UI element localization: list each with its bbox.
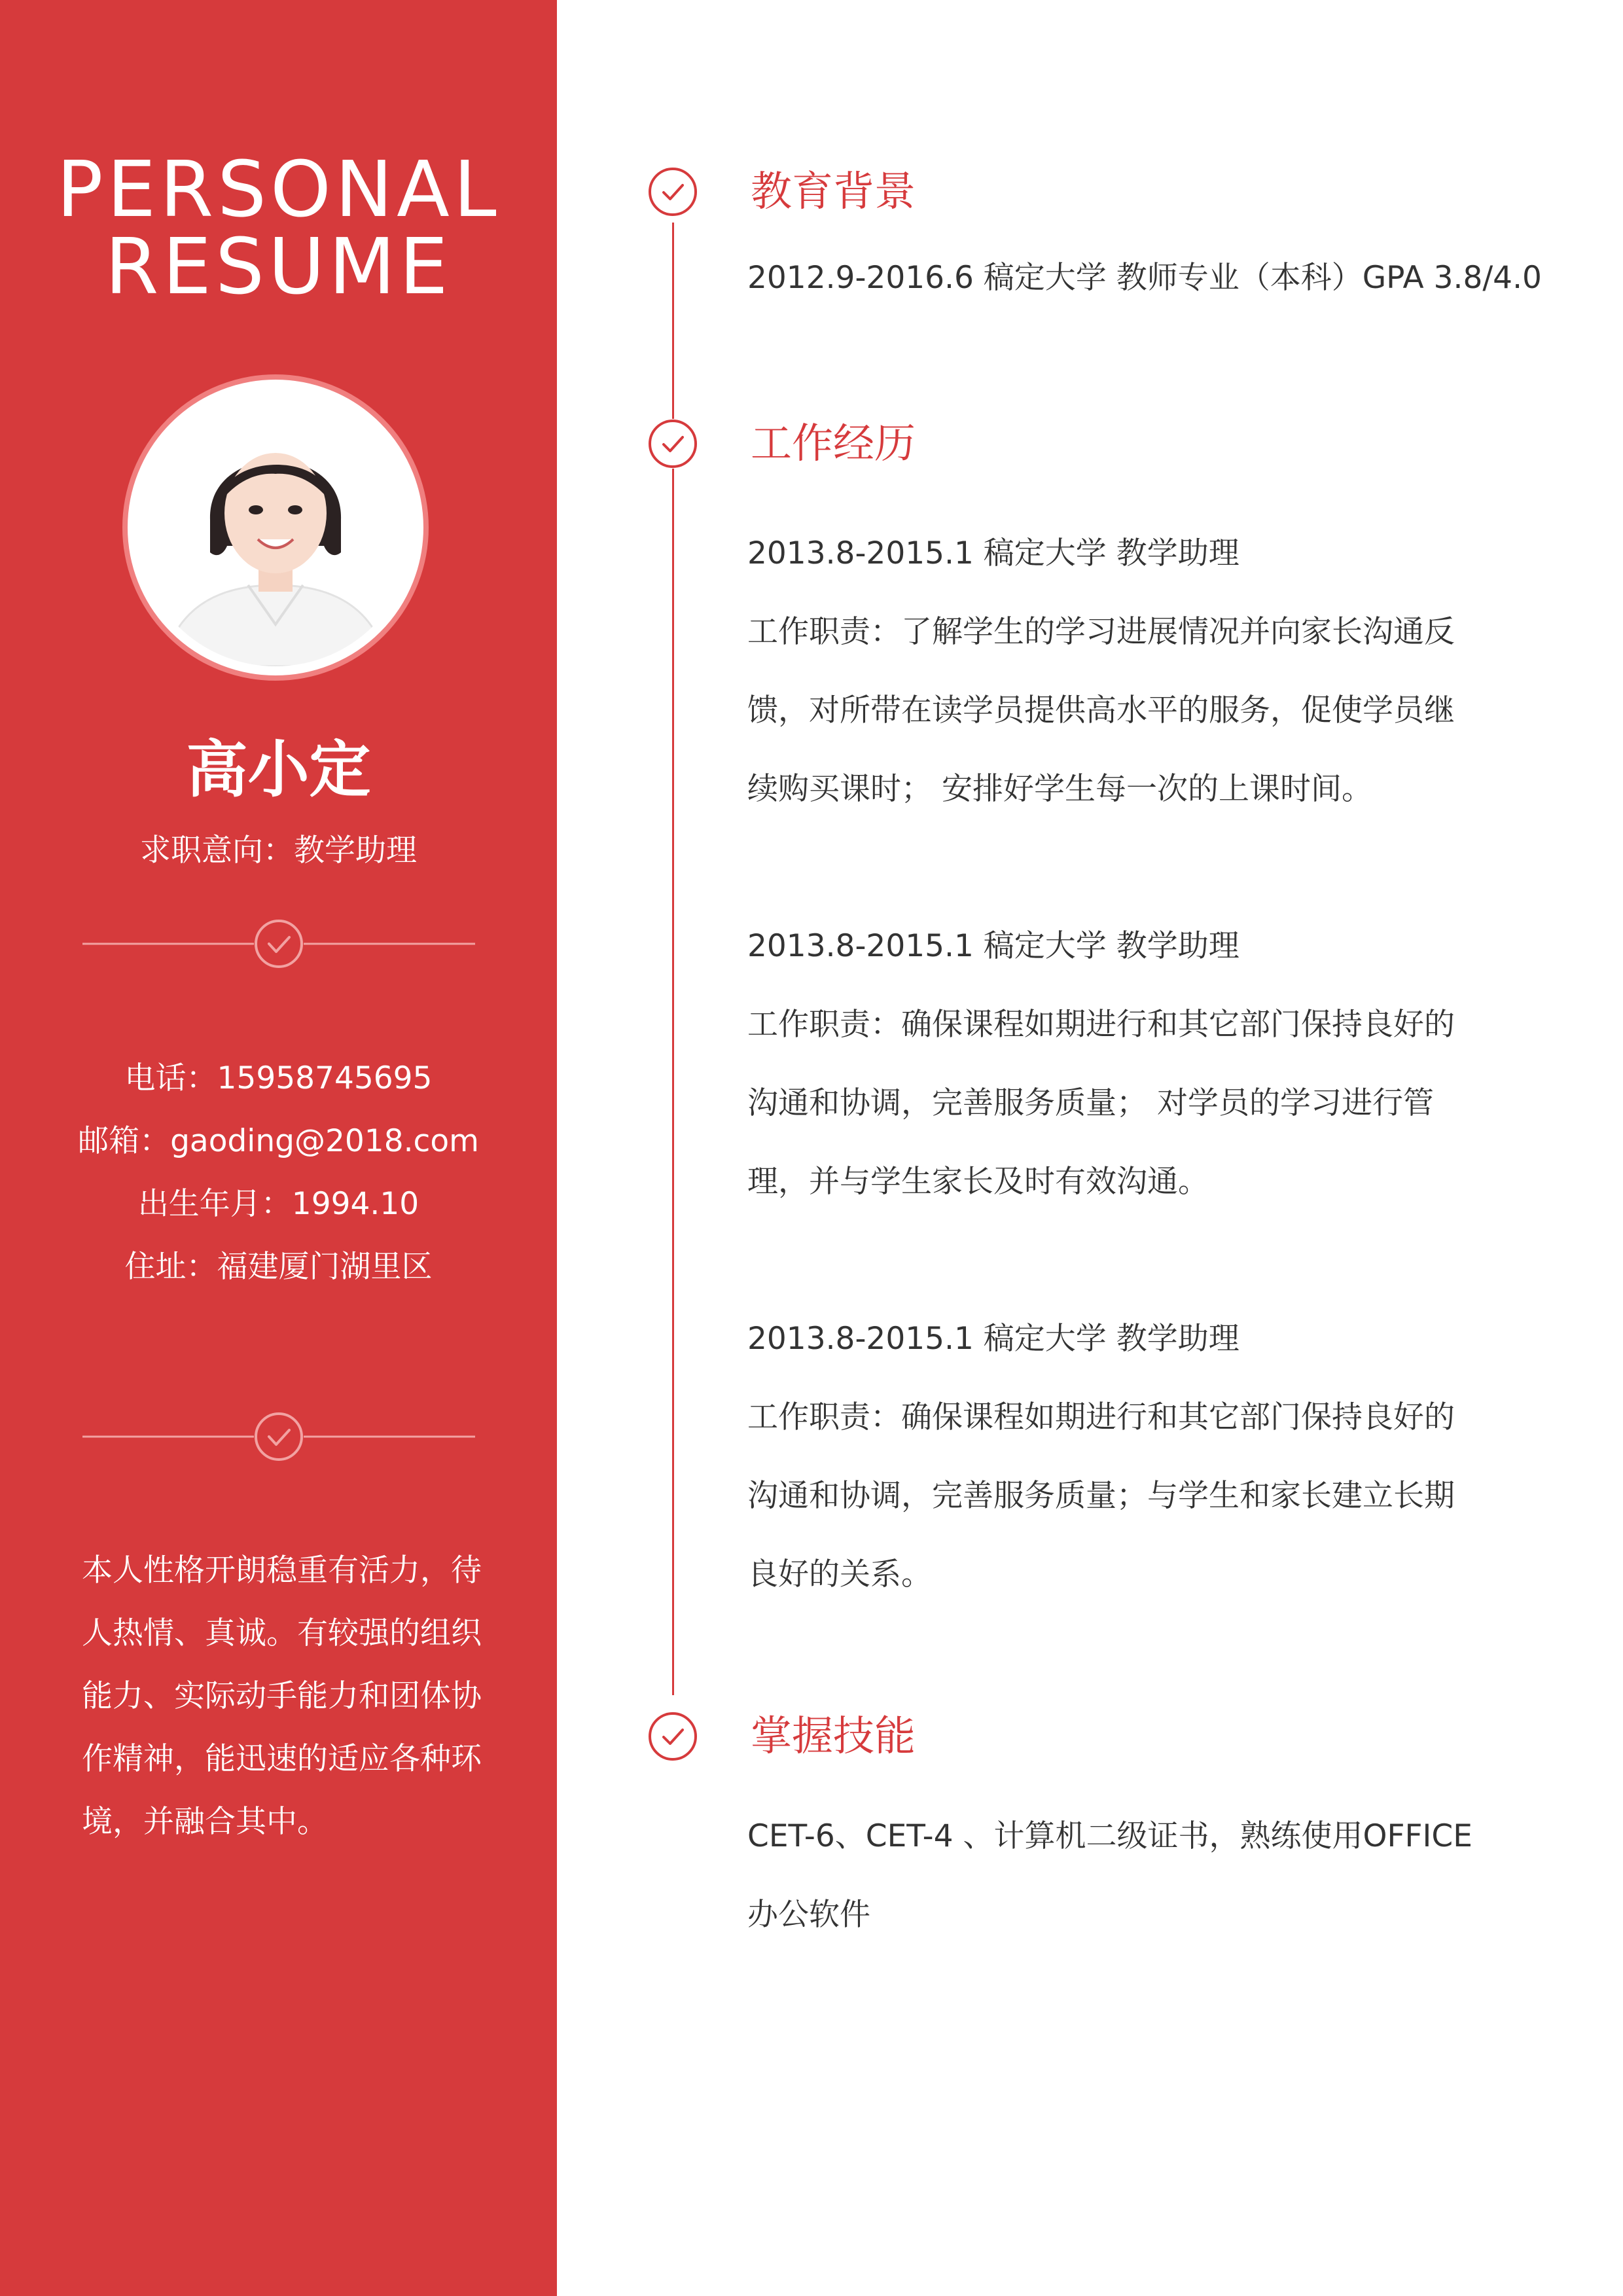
check-circle-icon [648,167,698,217]
title-line-personal: PERSONAL [56,144,501,234]
work-entry-header: 2013.8-2015.1 稿定大学 教学助理 [747,535,1240,571]
sidebar [0,0,557,2296]
work-entry-line: 续购买课时； 安排好学生每一次的上课时间。 [747,771,1372,807]
check-circle-icon [648,419,698,469]
skills-line: CET-6、CET-4 、计算机二级证书，熟练使用OFFICE [747,1818,1472,1854]
contact-address: 住址：福建厦门湖里区 [124,1249,433,1285]
work-entry-line: 良好的关系。 [747,1556,932,1592]
work-entry-line: 沟通和协调，完善服务质量；与学生和家长建立长期 [747,1478,1455,1514]
work-entry-line: 工作职责：了解学生的学习进展情况并向家长沟通反 [747,614,1455,650]
work-entry-header: 2013.8-2015.1 稿定大学 教学助理 [747,1321,1240,1357]
section-title-skills: 掌握技能 [751,1712,916,1760]
contact-phone: 电话：15958745695 [124,1060,433,1096]
work-entry-header: 2013.8-2015.1 稿定大学 教学助理 [747,928,1240,964]
skills-line: 办公软件 [747,1897,870,1933]
contact-birth: 出生年月：1994.10 [137,1186,419,1222]
work-entry-line: 工作职责：确保课程如期进行和其它部门保持良好的 [747,1007,1455,1043]
bio-line: 本人性格开朗稳重有活力，待 [82,1552,482,1588]
section-title-education: 教育背景 [751,168,916,215]
bio-line: 人热情、真诚。有较强的组织 [82,1615,482,1651]
timeline-node-education [648,167,698,217]
portrait-illustration [137,389,414,666]
resume-title [0,144,557,312]
avatar [137,389,414,666]
divider-bio [82,1410,475,1463]
work-entry-line: 工作职责：确保课程如期进行和其它部门保持良好的 [747,1399,1455,1435]
job-intent: 求职意向：教学助理 [140,833,417,869]
work-entry-line: 馈，对所带在读学员提供高水平的服务，促使学员继 [747,692,1455,728]
avatar-frame [122,374,429,681]
work-entry-line: 理，并与学生家长及时有效沟通。 [747,1164,1209,1200]
work-entry [747,514,1533,829]
work-entry [747,907,1533,1221]
candidate-name: 高小定 [186,734,371,806]
self-introduction [82,1539,501,1854]
check-circle-icon [256,1414,302,1460]
timeline-node-skills [648,1712,698,1761]
title-line-resume: RESUME [105,221,452,312]
contact-email: 邮箱：gaoding@2018.com [78,1123,479,1159]
contact-info [0,1047,557,1299]
education-line: 2012.9-2016.6 稿定大学 教师专业（本科）GPA 3.8/4.0 [747,260,1542,296]
section-title-work: 工作经历 [751,420,916,467]
check-circle-icon [256,921,302,967]
timeline-node-work [648,419,698,469]
work-entry [747,1300,1533,1614]
education-entry [747,239,1542,317]
bio-line: 境，并融合其中。 [82,1804,328,1840]
divider-contact [82,918,475,970]
bio-line: 作精神，能迅速的适应各种环 [82,1741,482,1777]
check-circle-icon [648,1712,698,1761]
work-entry-line: 沟通和协调，完善服务质量； 对学员的学习进行管 [747,1085,1434,1121]
bio-line: 能力、实际动手能力和团体协 [82,1678,482,1714]
skills-entry [747,1797,1533,1954]
